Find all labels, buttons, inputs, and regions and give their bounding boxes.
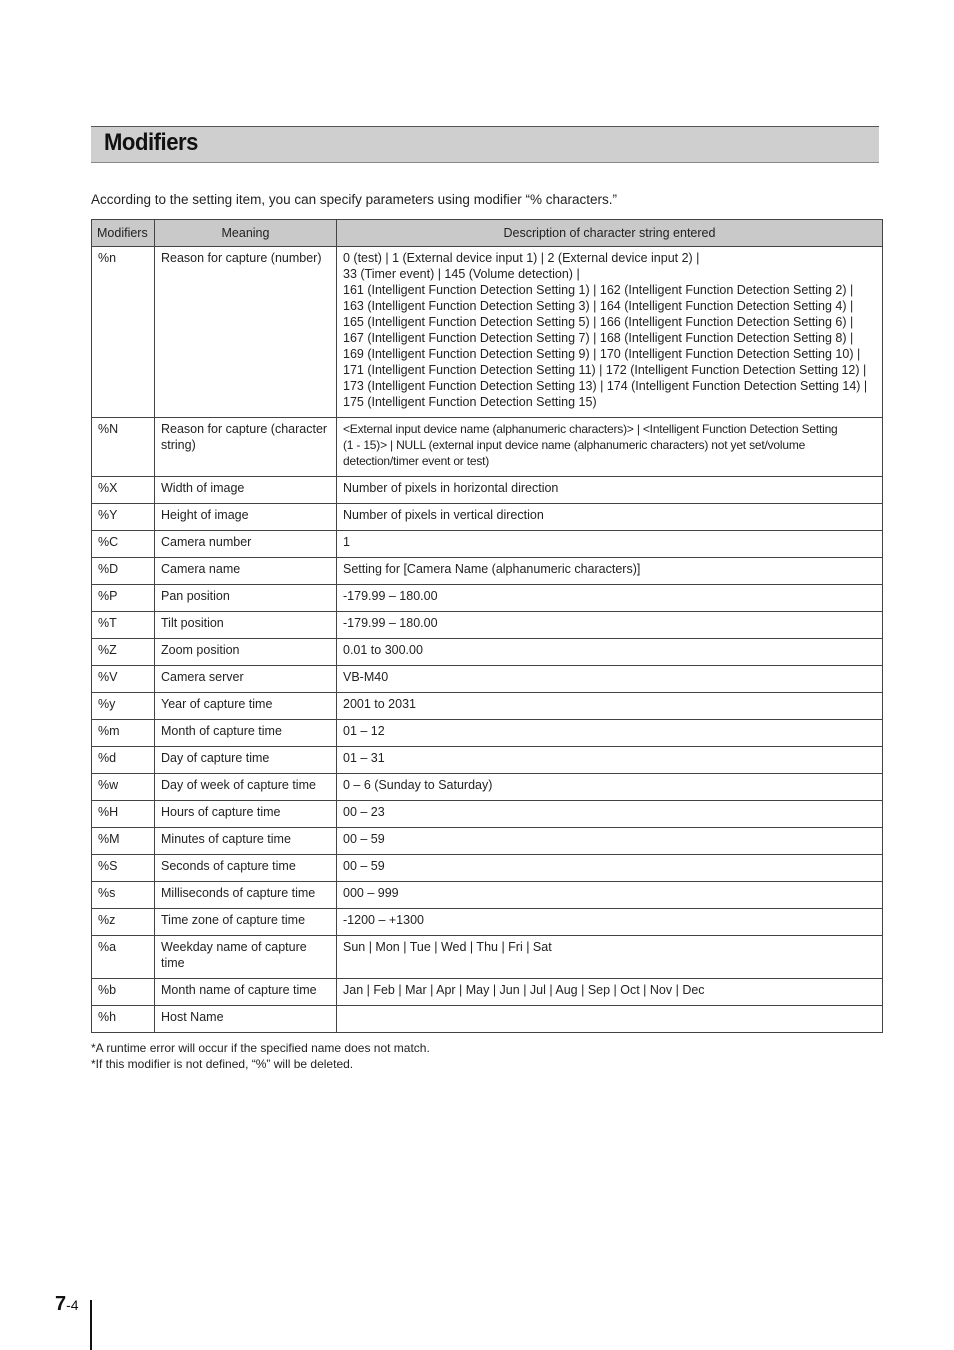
description-cell xyxy=(337,1006,883,1033)
modifier-cell: %V xyxy=(92,666,155,693)
description-cell xyxy=(337,828,883,855)
table-header-row xyxy=(92,220,883,247)
description-line: <External input device name (alphanumeric characters)> | <Intelligent Function Detection Setting xyxy=(343,422,838,436)
description-line: 33 (Timer event) | 145 (Volume detection) | xyxy=(343,267,580,281)
description-line: 2001 to 2031 xyxy=(343,697,416,711)
description-line: Jan | Feb | Mar | Apr | May | Jun | Jul | Aug | Sep | Oct | Nov | Dec xyxy=(343,983,705,997)
modifier-cell: %Z xyxy=(92,639,155,666)
modifier-cell: %S xyxy=(92,855,155,882)
table-row xyxy=(92,828,883,855)
modifier-cell: %H xyxy=(92,801,155,828)
modifier-cell: %C xyxy=(92,531,155,558)
description-cell xyxy=(337,801,883,828)
table-row xyxy=(92,639,883,666)
header-description: Description of character string entered xyxy=(337,220,883,247)
footnote-runtime-error: *A runtime error will occur if the specified name does not match. xyxy=(91,1041,430,1055)
description-cell xyxy=(337,747,883,774)
description-cell xyxy=(337,666,883,693)
description-line: 0 (test) | 1 (External device input 1) | 2 (External device input 2) | xyxy=(343,251,700,265)
description-line: 165 (Intelligent Function Detection Setting 5) | 166 (Intelligent Function Detection Setting 6) | xyxy=(343,315,854,329)
description-line: Setting for [Camera Name (alphanumeric characters)] xyxy=(343,562,641,576)
table-row xyxy=(92,504,883,531)
modifier-cell: %y xyxy=(92,693,155,720)
description-line: Number of pixels in vertical direction xyxy=(343,508,544,522)
meaning-cell: Reason for capture (character string) xyxy=(155,418,337,477)
meaning-cell: Day of week of capture time xyxy=(155,774,337,801)
description-line: 171 (Intelligent Function Detection Setting 11) | 172 (Intelligent Function Detection Setting 12) | xyxy=(343,363,867,377)
page-suffix: -4 xyxy=(66,1297,79,1313)
meaning-cell: Camera name xyxy=(155,558,337,585)
table-row xyxy=(92,585,883,612)
description-line: 01 – 12 xyxy=(343,724,385,738)
modifiers-table xyxy=(91,219,883,1033)
modifier-cell: %w xyxy=(92,774,155,801)
description-cell xyxy=(337,531,883,558)
meaning-cell: Camera number xyxy=(155,531,337,558)
meaning-cell: Tilt position xyxy=(155,612,337,639)
table-row xyxy=(92,979,883,1006)
description-cell xyxy=(337,855,883,882)
footer-divider xyxy=(90,1300,92,1350)
table-row xyxy=(92,693,883,720)
table-row xyxy=(92,720,883,747)
description-cell xyxy=(337,247,883,418)
modifier-cell: %D xyxy=(92,558,155,585)
modifier-cell: %N xyxy=(92,418,155,477)
description-line: 175 (Intelligent Function Detection Setting 15) xyxy=(343,395,597,409)
intro-paragraph: According to the setting item, you can specify parameters using modifier “% characters.” xyxy=(91,192,617,207)
description-cell xyxy=(337,882,883,909)
table-row xyxy=(92,477,883,504)
meaning-cell: Height of image xyxy=(155,504,337,531)
modifier-cell: %b xyxy=(92,979,155,1006)
meaning-cell: Host Name xyxy=(155,1006,337,1033)
table-row xyxy=(92,801,883,828)
description-cell xyxy=(337,558,883,585)
description-cell xyxy=(337,774,883,801)
meaning-cell: Milliseconds of capture time xyxy=(155,882,337,909)
description-cell xyxy=(337,720,883,747)
description-line xyxy=(343,1009,877,1025)
table-body xyxy=(92,247,883,1033)
meaning-cell: Time zone of capture time xyxy=(155,909,337,936)
table-row xyxy=(92,418,883,477)
meaning-cell: Day of capture time xyxy=(155,747,337,774)
table-row xyxy=(92,1006,883,1033)
modifier-cell: %h xyxy=(92,1006,155,1033)
meaning-cell: Width of image xyxy=(155,477,337,504)
description-cell xyxy=(337,693,883,720)
table-row xyxy=(92,855,883,882)
meaning-cell: Zoom position xyxy=(155,639,337,666)
meaning-cell: Month of capture time xyxy=(155,720,337,747)
modifier-cell: %M xyxy=(92,828,155,855)
description-line: Number of pixels in horizontal direction xyxy=(343,481,559,495)
modifier-cell: %z xyxy=(92,909,155,936)
header-meaning: Meaning xyxy=(155,220,337,247)
description-cell xyxy=(337,936,883,979)
description-line: 000 – 999 xyxy=(343,886,399,900)
description-line: 1 xyxy=(343,535,350,549)
meaning-cell: Month name of capture time xyxy=(155,979,337,1006)
modifier-cell: %m xyxy=(92,720,155,747)
footnote-undefined-modifier: *If this modifier is not defined, “%” will be deleted. xyxy=(91,1057,354,1071)
table-row xyxy=(92,612,883,639)
description-line: 173 (Intelligent Function Detection Setting 13) | 174 (Intelligent Function Detection Setting 14) | xyxy=(343,379,868,393)
table-row xyxy=(92,774,883,801)
modifier-cell: %X xyxy=(92,477,155,504)
description-line: 0 – 6 (Sunday to Saturday) xyxy=(343,778,493,792)
page-number xyxy=(55,1293,79,1316)
description-line: Sun | Mon | Tue | Wed | Thu | Fri | Sat xyxy=(343,940,552,954)
description-line: 161 (Intelligent Function Detection Setting 1) | 162 (Intelligent Function Detection Setting 2) | xyxy=(343,283,854,297)
table-row xyxy=(92,909,883,936)
table-row xyxy=(92,882,883,909)
chapter-number: 7 xyxy=(55,1293,67,1315)
modifier-cell: %s xyxy=(92,882,155,909)
modifier-cell: %d xyxy=(92,747,155,774)
description-cell xyxy=(337,477,883,504)
header-modifiers: Modifiers xyxy=(92,220,155,247)
table-row xyxy=(92,666,883,693)
description-line: 167 (Intelligent Function Detection Setting 7) | 168 (Intelligent Function Detection Setting 8) | xyxy=(343,331,854,345)
description-line: -179.99 – 180.00 xyxy=(343,589,438,603)
meaning-cell: Hours of capture time xyxy=(155,801,337,828)
description-cell xyxy=(337,979,883,1006)
description-cell xyxy=(337,612,883,639)
description-cell xyxy=(337,585,883,612)
meaning-cell: Pan position xyxy=(155,585,337,612)
description-line: 00 – 59 xyxy=(343,832,385,846)
description-cell xyxy=(337,909,883,936)
modifier-cell: %n xyxy=(92,247,155,418)
description-line: 00 – 23 xyxy=(343,805,385,819)
modifier-cell: %a xyxy=(92,936,155,979)
meaning-cell: Weekday name of capture time xyxy=(155,936,337,979)
description-line: -1200 – +1300 xyxy=(343,913,424,927)
modifier-cell: %T xyxy=(92,612,155,639)
meaning-cell: Seconds of capture time xyxy=(155,855,337,882)
description-line: 163 (Intelligent Function Detection Setting 3) | 164 (Intelligent Function Detection Setting 4) | xyxy=(343,299,854,313)
modifier-cell: %Y xyxy=(92,504,155,531)
description-line: 00 – 59 xyxy=(343,859,385,873)
table-row xyxy=(92,558,883,585)
description-cell xyxy=(337,504,883,531)
description-line: VB-M40 xyxy=(343,670,389,684)
meaning-cell: Reason for capture (number) xyxy=(155,247,337,418)
table-row xyxy=(92,747,883,774)
footnotes xyxy=(91,1040,430,1072)
section-title: Modifiers xyxy=(104,129,199,156)
table-row xyxy=(92,936,883,979)
modifier-cell: %P xyxy=(92,585,155,612)
description-line: (1 - 15)> | NULL (external input device name (alphanumeric characters) not yet set/volume xyxy=(343,438,806,452)
description-line: detection/timer event or test) xyxy=(343,454,490,468)
table-row xyxy=(92,531,883,558)
description-line: -179.99 – 180.00 xyxy=(343,616,438,630)
meaning-cell: Camera server xyxy=(155,666,337,693)
description-cell xyxy=(337,639,883,666)
description-line: 01 – 31 xyxy=(343,751,385,765)
section-title-bar xyxy=(91,126,879,163)
table-row xyxy=(92,247,883,418)
meaning-cell: Minutes of capture time xyxy=(155,828,337,855)
description-line: 0.01 to 300.00 xyxy=(343,643,423,657)
description-cell xyxy=(337,418,883,477)
meaning-cell: Year of capture time xyxy=(155,693,337,720)
description-line: 169 (Intelligent Function Detection Setting 9) | 170 (Intelligent Function Detection Setting 10) | xyxy=(343,347,861,361)
